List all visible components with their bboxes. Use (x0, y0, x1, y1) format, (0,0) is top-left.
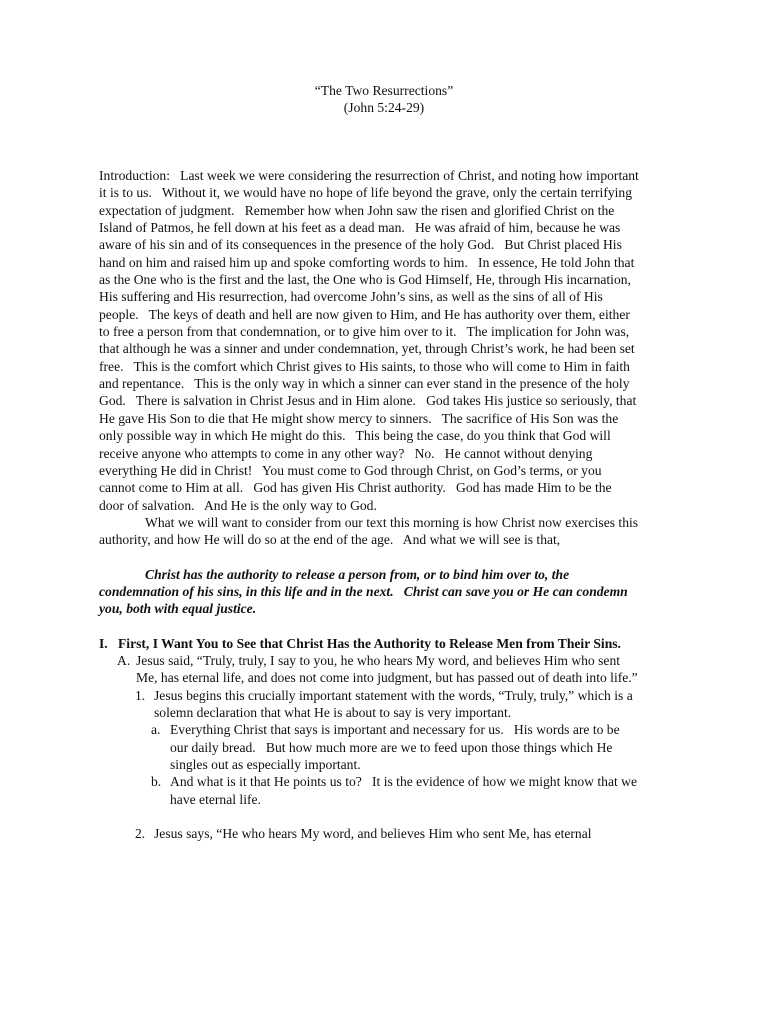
outline-text: Everything Christ that says is important and necessary for us. His words are to be our daily bread. But how much more are we to feed upon those things which He singles out as especially important. (170, 722, 624, 772)
outline-text: Jesus begins this crucially important statement with the words, “Truly, truly,” which is a solemn declaration that what He is about to say is very important. (154, 687, 633, 720)
outline-text: And what is it that He points us to? It is the evidence of how we might know that we have eternal life. (170, 774, 641, 807)
intro-paragraph: Introduction: Last week we were considering the resurrection of Christ, and noting how important it is to us. Without it, we would have no hope of life beyond the grave, only the certain terrifying expectation of judgment. Remember how when John saw the risen and glorified Christ on the Island of Patmos, he fell down at his feet as a dead man. He was afraid of him, because he was aware of his sin and of its consequences in the presence of the holy God. But Christ placed His hand on him and raised him up and spoke comforting words to him. In essence, He told John that as the One who is the first and the last, the One who is God Himself, He, through His incarnation, His suffering and His resurrection, had overcome John’s sins, as well as the sins of all of His people. The keys of death and hell are now given to Him, and He has authority over them, either to free a person from that condemnation, or to give him over to it. The implication for John was, that although he was a sinner and under condemnation, yet, through Christ’s work, he had been set free. This is the comfort which Christ gives to His saints, to those who will come to Him in faith and repentance. This is the only way in which a sinner can ever stand in the presence of the holy God. There is salvation in Christ Jesus and in Him alone. God takes His justice so seriously, that He gave His Son to die that He might show mercy to sinners. The sacrifice of His Son was the only possible way in which He might do this. This being the case, do you think that God will receive anyone who attempts to come in any other way? No. He cannot without denying everything He did in Christ! You must come to God through Christ, on God’s terms, or you cannot come to Him at all. God has given His Christ authority. God has made Him to be the door of salvation. And He is the only way to God. (99, 168, 643, 513)
outline-point-a (99, 652, 639, 687)
outline-marker: a. (151, 722, 161, 738)
scripture-reference: (John 5:24-29) (343, 100, 425, 115)
outline-marker: 2. (135, 826, 146, 842)
sermon-title: “The Two Resurrections” (314, 83, 454, 98)
outline-text: Jesus says, “He who hears My word, and believes Him who sent Me, has eternal (154, 826, 592, 842)
transition-paragraph: What we will want to consider from our text this morning is how Christ now exercises this authority, and how He will do so at the end of the age. And what we will see is that, (99, 514, 642, 548)
thesis-statement: Christ has the authority to release a person from, or to bind him over to, the condemnation of his sins, in this life and in the next. Christ can save you or He can condemn you, both with equal justice. (99, 566, 632, 617)
outline-point-2 (99, 825, 639, 842)
outline-marker: b. (151, 774, 162, 790)
outline-heading: First, I Want You to See that Christ Has the Authority to Release Men from Their Sins. (118, 635, 621, 651)
outline-text: Jesus said, “Truly, truly, I say to you, he who hears My word, and believes Him who sent Me, has eternal life, and does not come into judgment, but has passed out of death into life.” (136, 652, 638, 686)
outline-marker: I. (99, 635, 108, 651)
outline-point-1 (99, 687, 639, 722)
outline-point-1a (99, 721, 639, 773)
outline-marker: 1. (135, 687, 146, 703)
outline-marker: A. (117, 652, 131, 668)
title-block (0, 82, 768, 116)
outline-point-i (99, 635, 639, 652)
outline-point-1b (99, 773, 639, 808)
document-body (99, 167, 643, 842)
